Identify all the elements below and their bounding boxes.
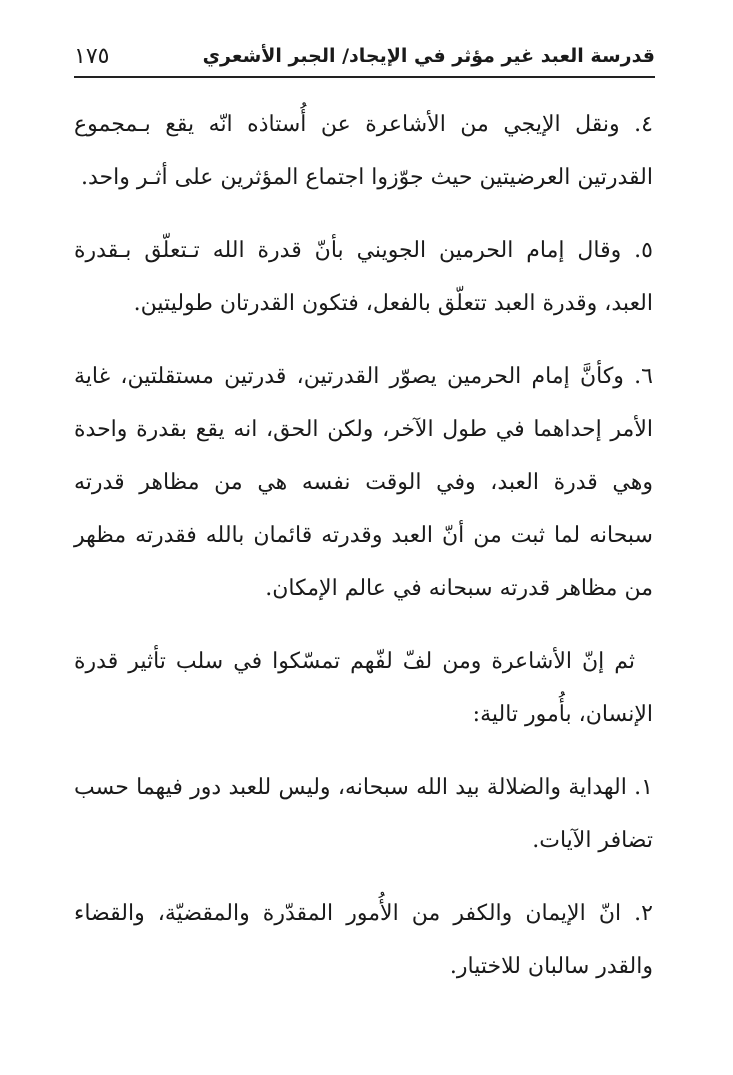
paragraph-intro: ثم إنّ الأشاعرة ومن لفّ لفّهم تمسّكوا في سلب تأثير قدرة الإنسان، بأُمور تالية:	[74, 649, 653, 727]
paragraph-item-5: ٥. وقال إمام الحرمين الجويني بأنّ قدرة الله تـتعلّق بـقدرة العبد، وقدرة العبد تتعلّق بالفعل، فتكون القدرتان طوليتين.	[74, 238, 653, 316]
page-body	[74, 98, 653, 1013]
paragraph-item-6: ٦. وكأنَّ إمام الحرمين يصوّر القدرتين، قدرتين مستقلتين، غاية الأمر إحداهما في طول الآخر، ولكن الحق، انه يقع بقدرة واحدة وهي قدرة العبد، وفي الوقت نفسه هي من مظاهر قدرته سبحانه لما ثبت من أنّ العبد وقدرته قائمان بالله فقدرته مظهر من مظاهر قدرته سبحانه في عالم الإمكان.	[74, 364, 653, 601]
paragraph-item-4: ٤. ونقل الإيجي من الأشاعرة عن أُستاذه انّه يقع بـمجموع القدرتين العرضيتين حيث جوّزوا اجتماع المؤثرين على أثـر واحد.	[74, 112, 653, 190]
paragraph-item-1: ١. الهداية والضلالة بيد الله سبحانه، وليس للعبد دور فيهما حسب تضافر الآيات.	[74, 775, 653, 853]
paragraph-item-2: ٢. انّ الإيمان والكفر من الأُمور المقدّرة والمقضيّة، والقضاء والقدر سالبان للاختيار.	[74, 901, 653, 979]
running-title: قدرسة العبد غير مؤثر في الإيجاد/ الجبر الأشعري	[202, 45, 655, 67]
page-header	[74, 36, 655, 78]
page-number: ١٧٥	[74, 43, 110, 69]
